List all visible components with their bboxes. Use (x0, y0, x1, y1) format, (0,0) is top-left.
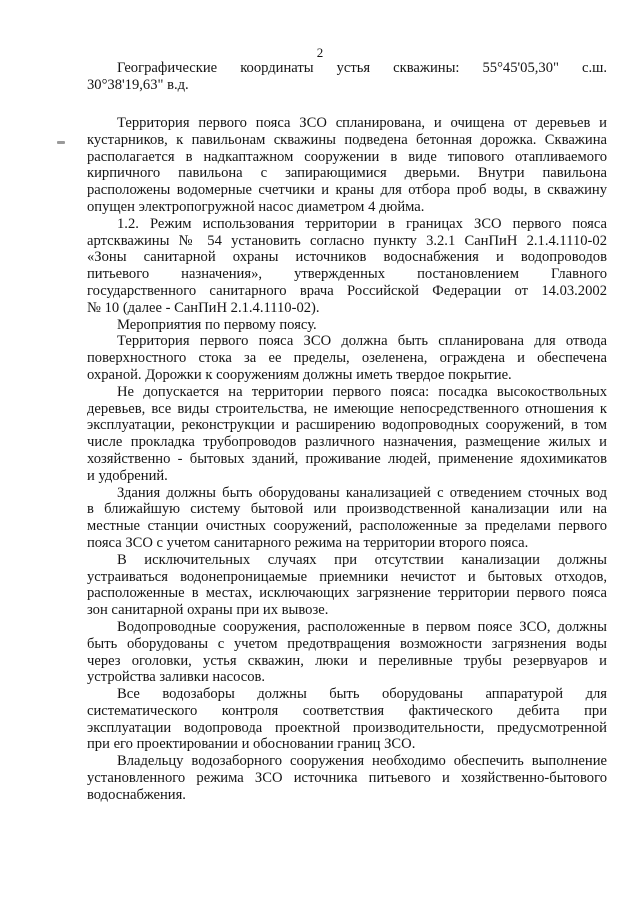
text-line: 1.2. Режим использования территории в границах ЗСО первого пояса (117, 215, 607, 232)
text-line: и удобрений. (87, 467, 168, 484)
text-line: «Зоны санитарной охраны источников водоснабжения и водопроводов (87, 249, 607, 266)
text-line: Водопроводные сооружения, расположенные в первом поясе ЗСО, должны (117, 618, 607, 635)
text-line: пояса ЗСО с учетом санитарного режима на территории второго пояса. (87, 534, 529, 551)
page-number: 2 (316, 45, 324, 60)
text-line: при его проектировании и обосновании границ ЗСО. (87, 736, 416, 753)
text-line: хозяйственно - бытовых зданий, проживание людей, применение ядохимикатов (87, 450, 607, 467)
text-line: устраиваться водонепроницаемые приемники нечистот и бытовых отходов, (87, 568, 607, 585)
text-line: поверхностного стока за ее пределы, озеленена, ограждена и обеспечена (87, 350, 607, 367)
text-line: располагается в надкаптажном сооружении в виде типового отапливаемого (87, 148, 607, 165)
text-line: расположенные в местах, исключающих загрязнение территории первого пояса (87, 585, 607, 602)
text-line: Мероприятия по первому поясу. (117, 316, 317, 333)
text-line: Не допускается на территории первого пояса: посадка высокоствольных (117, 383, 607, 400)
text-line: № 10 (далее - СанПиН 2.1.4.1110-02). (87, 299, 320, 316)
text-line: опущен электропогружной насос диаметром 4 дюйма. (87, 198, 425, 215)
text-line: расположены водомерные счетчики и краны для отбора проб воды, в скважину (87, 182, 607, 199)
text-line: устройства заливки насосов. (87, 669, 266, 686)
text-line: государственного санитарного врача Российской Федерации от 14.03.2002 (87, 282, 607, 299)
text-line: числе прокладка трубопроводов различного назначения, размещение жилых и (87, 434, 607, 451)
text-line: через оголовки, устья скважин, люки и переливные трубы резервуаров и (87, 652, 607, 669)
text-line: В исключительных случаях при отсутствии канализации должны (117, 551, 607, 568)
text-line: Географические координаты устья скважины: 55°45'05,30" с.ш. (117, 60, 607, 76)
text-line: быть оборудованы с учетом предотвращения возможности загрязнения воды (87, 635, 607, 652)
text-line: водоснабжения. (87, 786, 186, 803)
text-line: Территория первого пояса ЗСО должна быть спланирована для отвода (117, 333, 607, 350)
text-line: эксплуатации водопровода проектной производительности, предусмотренной (87, 719, 607, 736)
paragraph-coordinates (87, 60, 607, 94)
text-line: систематического контроля соответствия фактического дебита при (87, 702, 607, 719)
text-line: Владельцу водозаборного сооружения необходимо обеспечить выполнение (117, 753, 607, 770)
text-line: кустарников, к павильонам скважины подведена бетонная дорожка. Скважина (87, 131, 607, 148)
text-line: Здания должны быть оборудованы канализацией с отведением сточных вод (117, 484, 607, 501)
text-line: охраной. Дорожки к сооружениям должны иметь твердое покрытие. (87, 366, 512, 383)
text-line: Территория первого пояса ЗСО спланирована, и очищена от деревьев и (117, 115, 607, 131)
paragraph-territory-description (87, 115, 607, 804)
text-line: артскважины № 54 установить согласно пункту 3.2.1 СанПиН 2.1.4.1110-02 (87, 232, 607, 249)
text-line: деревьев, все виды строительства, не имеющие непосредственного отношения к (87, 400, 607, 417)
text-line: Все водозаборы должны быть оборудованы аппаратурой для (117, 686, 607, 703)
text-line: зон санитарной охраны при их вывозе. (87, 602, 329, 619)
text-line: в ближайшую систему бытовой или производственной канализации или на (87, 501, 607, 518)
text-line: 30°38'19,63" в.д. (87, 76, 189, 93)
text-line: эксплуатации, реконструкции и расширению водопроводных сооружений, в том (87, 417, 607, 434)
margin-mark (57, 141, 65, 144)
text-line: питьевого назначения», утвержденных постановлением Главного (87, 266, 607, 283)
text-line: кирпичного павильона с запирающимися дверьми. Внутри павильона (87, 165, 607, 182)
text-line: местные станции очистных сооружений, расположенные за пределами первого (87, 518, 607, 535)
text-line: установленного режима ЗСО источника питьевого и хозяйственно-бытового (87, 770, 607, 787)
